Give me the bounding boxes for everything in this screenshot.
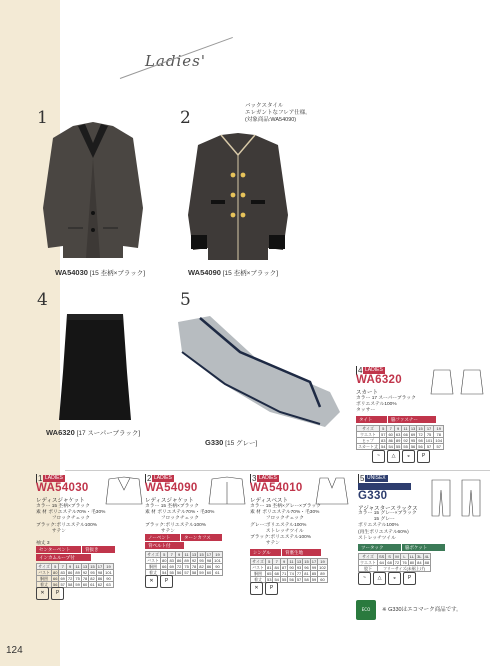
feature-bar: シングル [250,549,281,556]
feature-bar: 背抜き [82,546,115,553]
product-number: 2 [147,474,152,483]
product-name: スカート [356,390,379,396]
category-badge: LADIES [45,475,63,481]
product-info: カラー 15 杢柄×ブラック 素 材 ポリエステル70%・毛30% フロックチェック ブラック:ポリエステル100% サテン [145,504,215,534]
photo-caption-4: WA6320 [17 スーパーブラック] [46,428,141,437]
back-style-note: バックスタイル エレガントなフレア仕様。 (対象商品:WA54090) [245,103,311,123]
slacks-line-drawing [428,478,488,518]
iron-icon: ◒ [388,572,401,585]
dry-clean-icon: P [160,575,173,588]
product-code: G330 [358,490,388,502]
section-divider [65,470,490,471]
feature-bar: センターベント [36,546,81,553]
size-table: サイズ 5 7 9 11 13 15 17 19 バスト 80 83 86 89 92 95 98 101 胴囲 66 69 72 75 78 82 86 90 着丈 56 57 58 59 60 61 62 63 [38,564,112,587]
product-info: カラー 17 スーパーブラック ポリエステル100% タッサー [356,396,416,414]
size-table: サイズ 5 7 9 11 13 15 17 19 バスト 80 83 86 89 92 95 98 101 胴囲 66 69 72 75 78 82 86 90 着丈 54 55 56 57 58 59 60 61 [147,552,221,575]
no-bleach-icon: △ [387,450,400,463]
jacket-wa54030-image [38,118,148,263]
feature-bar: 脇ファスナー [388,416,436,423]
product-name: レディスベスト [250,498,289,504]
category-badge: LADIES [154,475,172,481]
product-number: 5 [360,474,365,483]
product-number: 3 [252,474,257,483]
care-icons [372,450,430,463]
category-badge: UNISEX [367,475,386,481]
photo-caption-5: G330 [15 グレー] [205,438,258,447]
size-table: サイズ SS S M L LL 3L 4L ウエスト 64 68 72 76 80 84 88 股下 フリーサイズ(未裾上げ) [360,554,430,571]
size-table: サイズ 5 7 9 11 13 15 17 19 ウエスト 57 60 63 66 69 72 75 78 ヒップ 83 86 89 92 95 98 101 104 スカート丈 54 54 55 55 56 56 57 57 [358,426,443,449]
photo-caption-1: WA54030 [15 杢柄×ブラック] [55,268,146,277]
feature-bar: 脇ポケット [402,544,445,551]
slacks-g330-image [170,312,345,432]
care-icons [145,575,173,588]
no-bleach-icon: △ [373,572,386,585]
photo-number-4: 4 [37,290,48,310]
eco-note: ※ G330はエコマーク商品です。 [382,607,462,613]
feature-bar: 背裏生地 [282,549,321,556]
title-underline [120,37,233,79]
category-bar [358,483,411,490]
photo-number-2: 2 [180,108,191,128]
product-name: レディスジャケット [36,498,85,504]
wash-icon: ~ [372,450,385,463]
product-info: カラー 15 杢柄×ブラック 素 材 ポリエステル70%・毛30% フロックチェック ブラック:ポリエステル100% サテン 袖丈 3 [36,504,106,547]
eco-mark-logo: ECO [356,600,376,620]
iron-icon: ◒ [402,450,415,463]
feature-bar: ツータック [358,544,401,551]
wash-icon: ~ [358,572,371,585]
no-wash-icon: ✕ [145,575,158,588]
page-number: 124 [6,645,23,656]
feature-bar: ターンカフス [181,534,222,541]
photo-number-5: 5 [180,290,191,310]
jacket-line-drawing-1 [104,476,144,506]
dry-clean-icon: P [51,587,64,600]
no-wash-icon: ✕ [250,582,263,595]
product-code: WA54030 [36,482,89,494]
product-code: WA54010 [250,482,303,494]
jacket-line-drawing-2 [207,476,247,506]
product-name: レディスジャケット [145,498,194,504]
skirt-wa6320-image [55,312,135,422]
product-code: WA54090 [145,482,198,494]
dry-clean-icon: P [417,450,430,463]
feature-bar: インカムループ付 [36,554,91,561]
product-name: アジャスタースラックス [358,506,418,512]
product-number: 1 [38,474,43,483]
feature-bar: 背ベルト付 [145,542,184,549]
vest-line-drawing [312,476,352,506]
category-badge: LADIES [365,367,383,373]
care-icons [36,587,64,600]
skirt-line-drawing [430,368,490,396]
feature-bar: タイト [356,416,387,423]
category-badge: LADIES [259,475,277,481]
size-table: サイズ 5 7 9 11 13 15 17 19 バスト 81 84 87 90 93 96 99 102 胴囲 65 68 71 74 77 81 85 89 着丈 53 54 55 56 57 58 59 60 [252,559,326,582]
dry-clean-icon: P [403,572,416,585]
product-info: カラー 15 杢柄×グレー×ブラック 素 材 ポリエステル70%・毛30% フロックチェック グレー:ポリエステル100% ストレッチツイル ブラック:ポリエステル100% サテン [250,504,322,547]
photo-caption-2: WA54090 [15 杢柄×ブラック] [188,268,279,277]
care-icons [358,572,416,585]
section-title: Ladies' [145,52,207,70]
feature-bar: ノーベント [145,534,180,541]
care-icons [250,582,278,595]
product-code: WA6320 [356,374,402,386]
product-info: カラー 15 グレー×ブラック 15 グレー ポリエステル100% (再生ポリエステル60%) ストレッチツイル [358,511,417,541]
photo-number-1: 1 [37,108,48,128]
product-number: 4 [358,366,363,375]
dry-clean-icon: P [265,582,278,595]
no-wash-icon: ✕ [36,587,49,600]
jacket-wa54090-image [183,130,293,263]
